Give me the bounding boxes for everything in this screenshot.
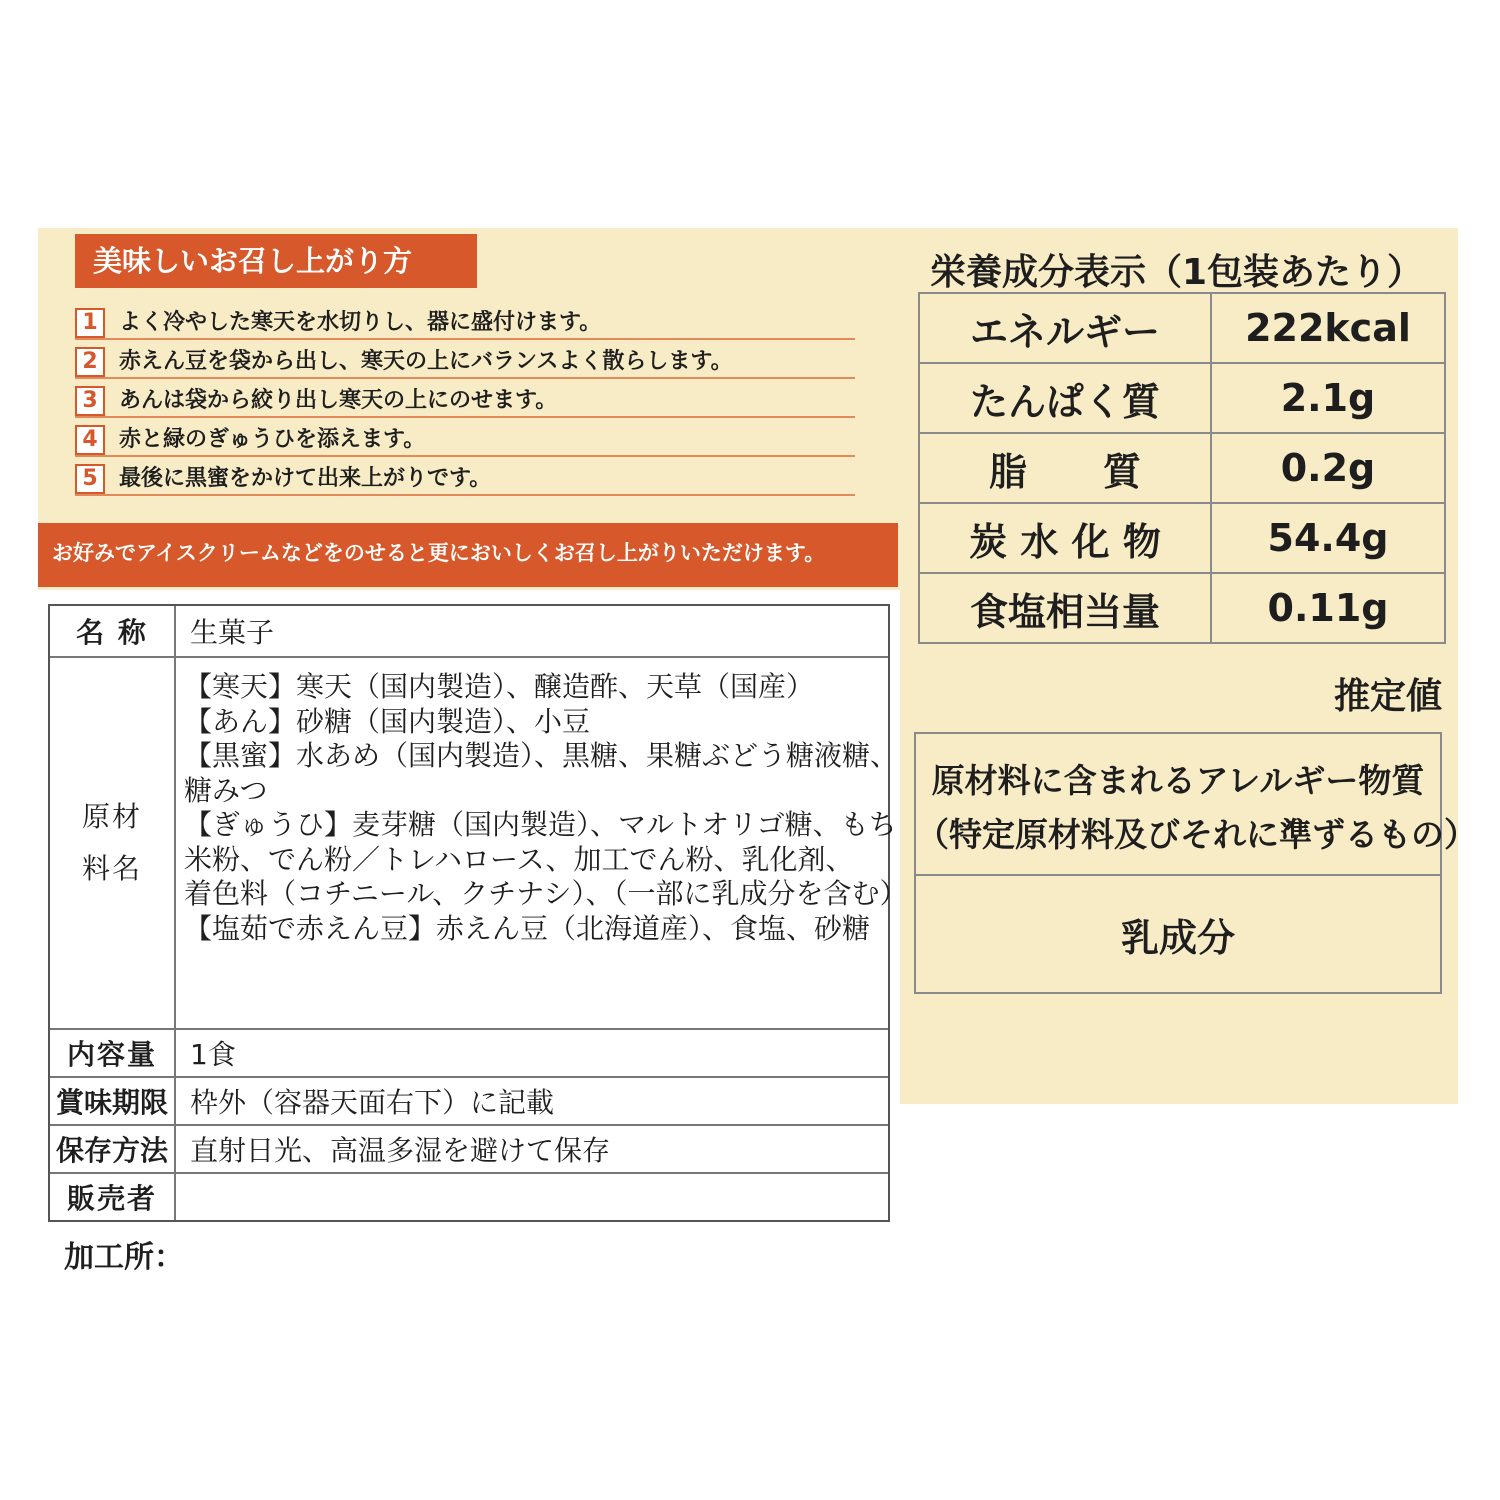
nutrition-row xyxy=(919,573,1445,643)
howto-step xyxy=(75,347,855,379)
ingredient-line: 【塩茹で赤えん豆】赤えん豆（北海道産）、食塩、砂糖 xyxy=(184,911,871,945)
step-number: 4 xyxy=(75,425,105,455)
info-value: 直射日光、高温多湿を避けて保存 xyxy=(190,1134,611,1167)
nutrient-value: 0.2g xyxy=(1211,433,1445,503)
nutrient-value: 222kcal xyxy=(1211,293,1445,363)
howto-step xyxy=(75,425,855,457)
allergy-box xyxy=(914,732,1477,994)
info-value: 枠外（容器天面右下）に記載 xyxy=(190,1086,555,1119)
allergy-heading xyxy=(916,734,1477,876)
nutrition-table xyxy=(918,292,1446,644)
info-label: 名 称 xyxy=(50,606,176,656)
nutrition-row xyxy=(919,293,1445,363)
step-number: 3 xyxy=(75,386,105,416)
info-row-expiry xyxy=(50,1078,888,1126)
info-row-name xyxy=(50,606,888,658)
step-number: 5 xyxy=(75,464,105,494)
ingredient-line: 【寒天】寒天（国内製造）、醸造酢、天草（国産） xyxy=(184,670,815,703)
info-value xyxy=(176,1174,888,1220)
nutrient-name: エネルギー xyxy=(919,293,1211,363)
allergy-heading-line: 原材料に含まれるアレルギー物質 xyxy=(931,761,1425,800)
howto-step xyxy=(75,464,855,496)
estimated-note: 推定値 xyxy=(1333,676,1442,717)
processor-label: 加工所： xyxy=(64,1240,184,1275)
step-text: 赤と緑のぎゅうひを添えます。 xyxy=(119,427,426,452)
ingredient-line: 【ぎゅうひ】麦芽糖（国内製造）、マルトオリゴ糖、もち xyxy=(184,808,897,841)
nutrient-value: 54.4g xyxy=(1211,503,1445,573)
nutrition-row xyxy=(919,433,1445,503)
ingredient-line: 糖みつ xyxy=(184,773,268,807)
ingredients-list xyxy=(176,658,916,1028)
info-value: 1食 xyxy=(190,1038,236,1071)
nutrition-title: 栄養成分表示（1包装あたり） xyxy=(930,252,1424,293)
info-label: 販売者 xyxy=(50,1174,176,1220)
ingredient-line: 米粉、でん粉／トレハロース、加工でん粉、乳化剤、 xyxy=(184,842,854,876)
info-row-quantity xyxy=(50,1030,888,1078)
howto-step xyxy=(75,386,855,418)
nutrient-name: 食塩相当量 xyxy=(919,573,1211,643)
nutrition-row xyxy=(919,363,1445,433)
nutrient-name: 炭 水 化 物 xyxy=(919,503,1211,573)
step-text: 赤えん豆を袋から出し、寒天の上にバランスよく散らします。 xyxy=(119,349,733,374)
info-label: 内容量 xyxy=(50,1030,176,1076)
info-row-ingredients xyxy=(50,658,908,1030)
ingredients-label-line: 料名 xyxy=(81,852,142,885)
allergy-value: 乳成分 xyxy=(1120,915,1235,960)
howto-title: 美味しいお召し上がり方 xyxy=(75,234,477,288)
ingredient-line: 【あん】砂糖（国内製造）、小豆 xyxy=(184,704,591,738)
allergy-heading-line: （特定原材料及びそれに準ずるもの） xyxy=(916,815,1477,854)
step-number: 2 xyxy=(75,347,105,377)
nutrient-name: 脂 質 xyxy=(919,433,1211,503)
info-row-seller xyxy=(50,1174,888,1220)
info-value: 生菓子 xyxy=(190,616,275,649)
ingredients-label-line: 原材 xyxy=(81,800,142,833)
info-row-storage xyxy=(50,1126,888,1174)
nutrition-row xyxy=(919,503,1445,573)
info-label: 保存方法 xyxy=(50,1126,176,1172)
product-info-table xyxy=(48,604,908,1222)
nutrient-name: たんぱく質 xyxy=(919,363,1211,433)
info-label: 賞味期限 xyxy=(50,1078,176,1124)
step-text: 最後に黒蜜をかけて出来上がりです。 xyxy=(119,466,492,491)
step-number: 1 xyxy=(75,308,105,338)
info-label xyxy=(50,658,176,1028)
ingredient-line: 【黒蜜】水あめ（国内製造）、黒糖、果糖ぶどう糖液糖、 xyxy=(184,739,899,772)
nutrient-value: 2.1g xyxy=(1211,363,1445,433)
serving-tip-banner: お好みでアイスクリームなどをのせると更においしくお召し上がりいただけます。 xyxy=(38,523,898,587)
step-text: あんは袋から絞り出し寒天の上にのせます。 xyxy=(119,388,558,413)
howto-step xyxy=(75,308,855,340)
step-text: よく冷やした寒天を水切りし、器に盛付けます。 xyxy=(119,310,602,335)
ingredient-line: 着色料（コチニール、クチナシ）、（一部に乳成分を含む） xyxy=(184,877,908,910)
nutrient-value: 0.11g xyxy=(1211,573,1445,643)
